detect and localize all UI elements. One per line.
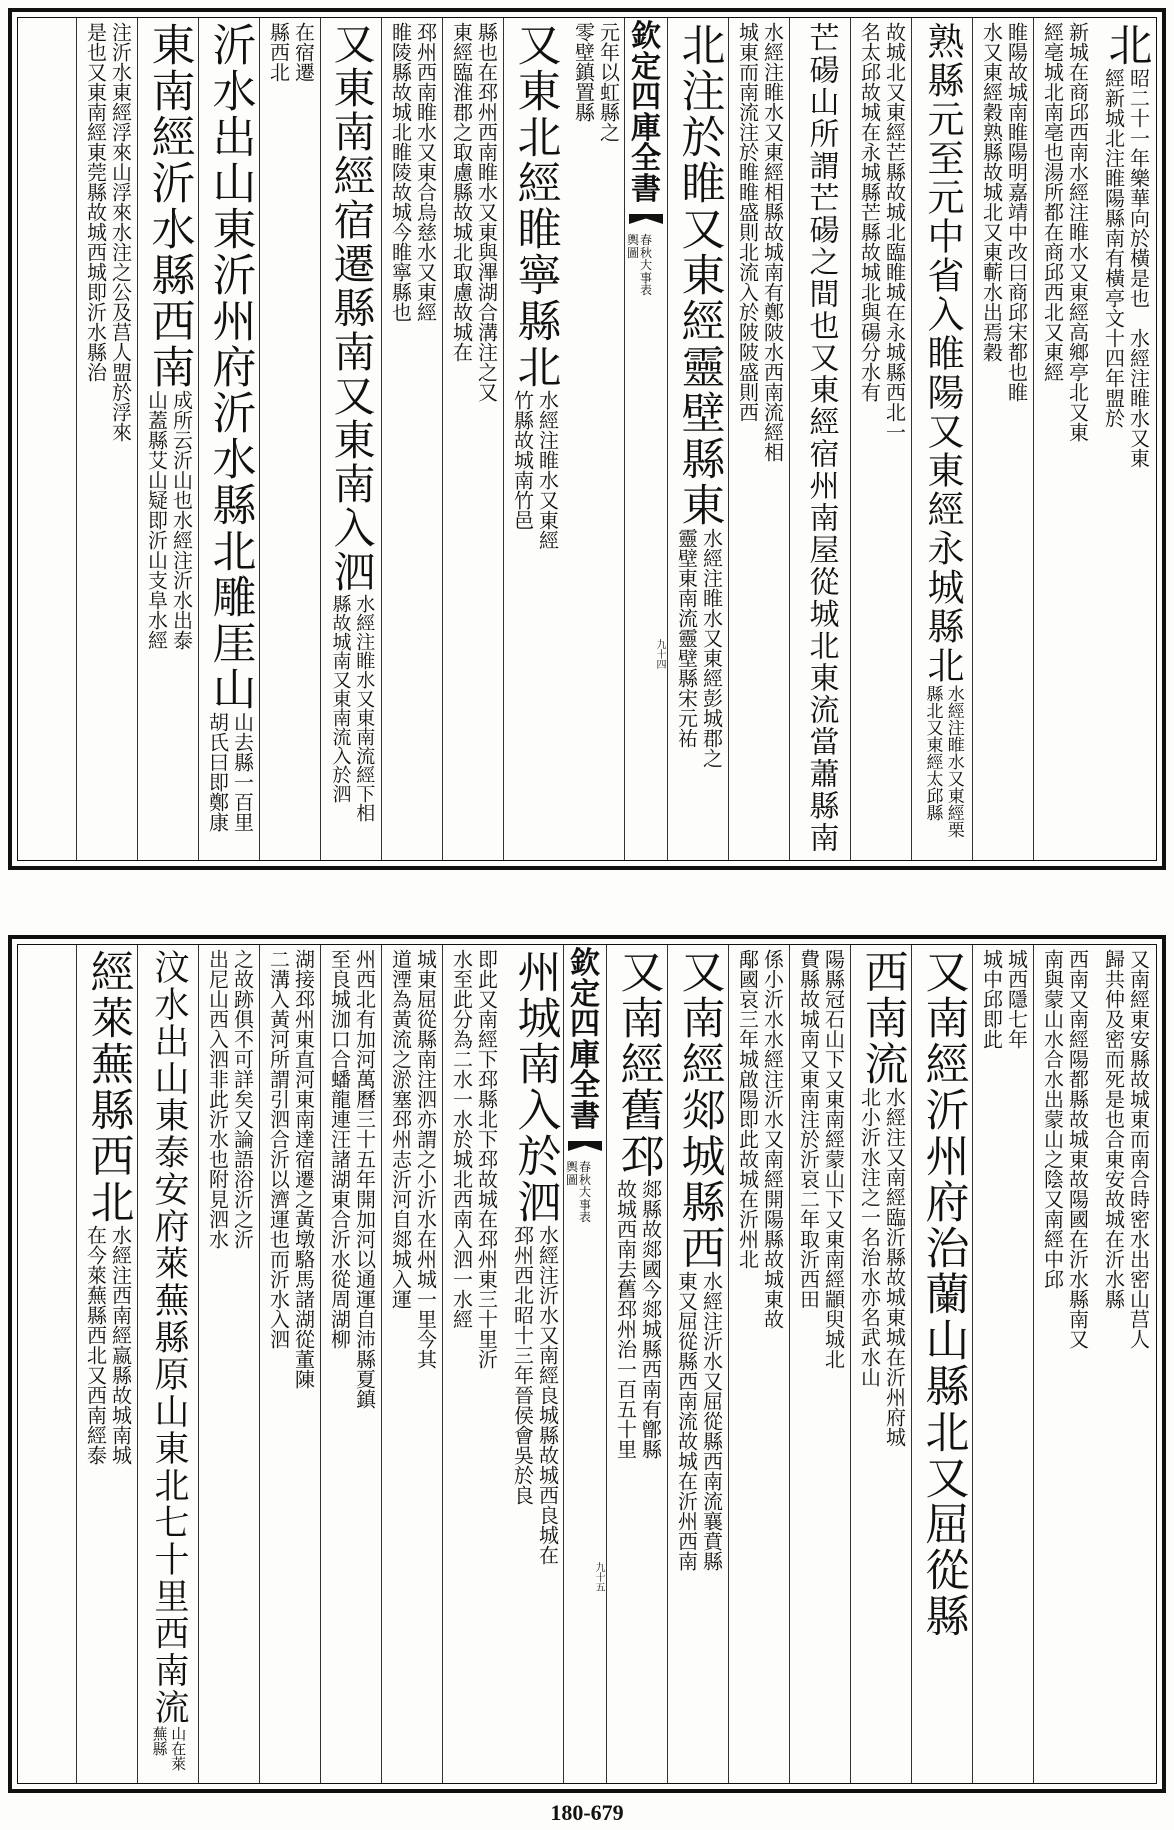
text-column (972, 945, 1034, 1783)
section-label: 春 秋 大 事 表 (578, 1160, 591, 1225)
text-column (504, 945, 565, 1783)
commentary-text: 睢陽故城南睢陽明嘉靖中改曰商邱宋都也睢水又東經穀熟縣故城北又東蘄水出焉穀 (979, 22, 1029, 402)
top-page-frame (17, 17, 1157, 861)
text-column (198, 18, 260, 860)
text-column (320, 945, 382, 1783)
commentary-text: 水經注西南經嬴縣故城南城在今萊蕪縣西北又西南經泰 (83, 1225, 133, 1465)
leaf-number: 九十五 (593, 1562, 604, 1592)
commentary-text: 昭二十一年樂華向於橫是也 水經注睢水又東經新城北注睢陽縣南有橫亭文十四年盟於 (1101, 68, 1151, 468)
commentary-text: 山在萊蕪縣 (150, 1726, 188, 1771)
text-column (259, 945, 321, 1783)
fishtail-mark (629, 214, 663, 224)
commentary-text: 故城北又東經芒縣故城北臨睢城在永城縣西北一名太邱故城在永城縣芒縣故城北與碭分水有 (857, 22, 907, 442)
main-text: 又南經沂州府治蘭山縣北又屈從縣 (917, 949, 969, 1639)
commentary-text: 新城在商邱西南水經注睢水又東經高鄉亭北又東經亳城北南亳也湯所都在商邱西北又東經 (1040, 22, 1090, 442)
text-column (789, 945, 851, 1783)
text-column (1033, 945, 1095, 1783)
top-page-panel (8, 8, 1166, 870)
text-column (503, 18, 565, 860)
text-column (381, 945, 443, 1783)
main-text: 熟縣元至元中省入睢陽又東經永城縣北 (921, 22, 964, 685)
text-column (1095, 945, 1156, 1783)
text-column (76, 945, 138, 1783)
commentary-text: 注沂水東經浮來山浮來水注之公及莒人盟於浮來是也又東南經東莞縣故城西城即沂水縣治 (83, 22, 133, 442)
commentary-text: 水經注又南經臨沂縣故城東城在沂州府城北小沂水注之一名治水亦名武水山 (857, 1087, 907, 1447)
text-column (911, 18, 973, 860)
center-spine (563, 945, 607, 1783)
text-column (259, 18, 321, 860)
commentary-text: 湖接邳州東直河東南達宿遷之黃墩駱馬諸湖從董陳二溝入黃河所謂引泗合沂以濟運也而沂水入泗 (266, 949, 316, 1389)
commentary-text: 陽縣冠石山下又東南經蒙山下又東南經顓臾城北費縣故城南又東南注於沂哀二年取沂西田 (796, 949, 846, 1369)
main-text: 又東北經睢寧縣北 (509, 22, 561, 390)
text-column (728, 945, 790, 1783)
commentary-text: 之故跡俱不可詳矣又論語浴沂之沂出尼山西入泗非此沂水也附見泗水 (205, 949, 255, 1249)
main-text: 汶水出山東泰安府萊蕪縣原山東北七十里西南流 (149, 949, 189, 1726)
text-column (442, 945, 504, 1783)
commentary-text: 城東屈從縣南注泗亦謂之小沂水在州城一里今其道湮為黃流之淤塞邳州志沂河自郯城入運 (388, 949, 438, 1369)
book-title: 欽 定 四 庫 全 書 (570, 946, 600, 1134)
text-column (667, 18, 729, 860)
commentary-text: 郯縣故郯國今郯城縣西南有鄫縣故城西南去舊邳州治一百五十里 (613, 1179, 663, 1459)
commentary-text: 水經注沂水又屈從縣西南流襄賁縣東又屈從縣西南流故城在沂州西南 (674, 1271, 724, 1571)
text-column (565, 18, 626, 860)
text-column (442, 18, 504, 860)
commentary-text: 縣也在邳州西南睢水又東與滭湖合溝注之又東經臨淮郡之取慮縣故城北取慮故城在 (449, 22, 499, 402)
text-column (1095, 18, 1156, 860)
main-text: 又南經舊邳 (612, 949, 664, 1179)
text-column (381, 18, 443, 860)
text-column (76, 18, 138, 860)
main-text: 州城南入於泗 (509, 949, 561, 1225)
book-title: 欽 定 四 庫 全 書 (631, 19, 661, 207)
main-text: 又東南經宿遷縣南又東南入泗 (327, 22, 377, 594)
main-text: 芒碭山所謂芒碭之間也又東經宿州南屋從城北東流當蕭縣南 (803, 22, 839, 854)
commentary-text: 水經注睢水又東南流經下相縣故城南又東南流入於泗 (329, 594, 376, 822)
text-column (850, 18, 912, 860)
commentary-text: 西南又南經陽都縣故城東故陽國在沂水縣南又南與蒙山水合水出蒙山之陰又南經中邱 (1040, 949, 1090, 1349)
commentary-text: 水經注睢水又東經竹縣故城南竹邑 (510, 390, 560, 550)
commentary-text: 水經注睢水又東經栗縣北又東經太邱縣 (922, 685, 964, 838)
bottom-page-panel (8, 935, 1166, 1793)
main-text: 東南經沂水縣西南 (143, 22, 195, 390)
center-spine (624, 18, 668, 860)
text-column (850, 945, 912, 1783)
main-text: 經萊蕪縣西北 (82, 949, 134, 1225)
commentary-text: 邳州西南睢水又東合烏慈水又東經睢陵縣故城北睢陵故城今睢寧縣也 (388, 22, 438, 322)
commentary-text: 水經注睢水又東經相縣故城南有鄭陂水西南流經相城東而南流注於睢睢盛則北流入於陂陂盛則西 (735, 22, 785, 462)
commentary-text: 元年以虹縣之零壁鎮置縣 (571, 22, 621, 142)
leaf-number: 九十四 (654, 639, 665, 669)
main-text: 沂水出山東沂州府沂水縣北雕厓山 (204, 22, 256, 712)
commentary-text: 山去縣一百里胡氏曰即鄭康 (205, 712, 255, 832)
commentary-text: 在宿遷縣西北 (266, 22, 316, 82)
text-column (728, 18, 790, 860)
bottom-page-frame (17, 944, 1157, 1784)
text-column (972, 18, 1034, 860)
commentary-text: 成所云沂山也水經注沂水出泰山蓋縣艾山疑即沂山支阜水經 (144, 390, 194, 650)
commentary-text: 州西北有加河萬曆三十五年開加河以通運自沛縣夏鎮至良城泇口合蟠龍連汪諸湖東合沂水從周湖柳 (327, 949, 377, 1409)
text-column (198, 945, 260, 1783)
text-column (606, 945, 668, 1783)
commentary-text: 係小沂水水經注沂水又南經開陽縣故城東故鄅國哀三年城啟陽即此故城在沂州北 (735, 949, 785, 1329)
fishtail-mark (568, 1141, 602, 1151)
main-text: 西南流 (856, 949, 908, 1087)
subsection-label: 輿 圖 (565, 1160, 578, 1187)
text-column (320, 18, 382, 860)
section-label: 春 秋 大 事 表 (639, 233, 652, 298)
commentary-text: 水經注沂水又南經良城縣故城西良城在邳州西北昭十三年晉侯會吳於良 (510, 1225, 560, 1565)
subsection-label: 輿 圖 (626, 233, 639, 260)
page-number: 180-679 (550, 1800, 624, 1825)
text-column (137, 945, 199, 1783)
commentary-text: 城西隱七年城中邱即此 (979, 949, 1029, 1049)
main-text: 又南經郯城縣西 (673, 949, 725, 1271)
text-column (667, 945, 729, 1783)
main-text: 北 (1100, 22, 1152, 68)
main-text: 北注於睢又東經靈壁縣東 (673, 22, 725, 528)
commentary-text: 又南經東安縣故城東而南合時密水出密山莒人歸共仲及密而死是也合東安故城在沂水縣 (1101, 949, 1151, 1349)
text-column (911, 945, 973, 1783)
commentary-text: 即此又南經下邳縣北下邳故城在邳州東三十里沂水至此分為二水一水於城北西南入泗一水經 (449, 949, 499, 1369)
text-column (789, 18, 851, 860)
text-column (137, 18, 199, 860)
text-column (1033, 18, 1095, 860)
commentary-text: 水經注睢水又東經彭城郡之靈壁東南流靈壁縣宋元祐 (674, 528, 724, 768)
